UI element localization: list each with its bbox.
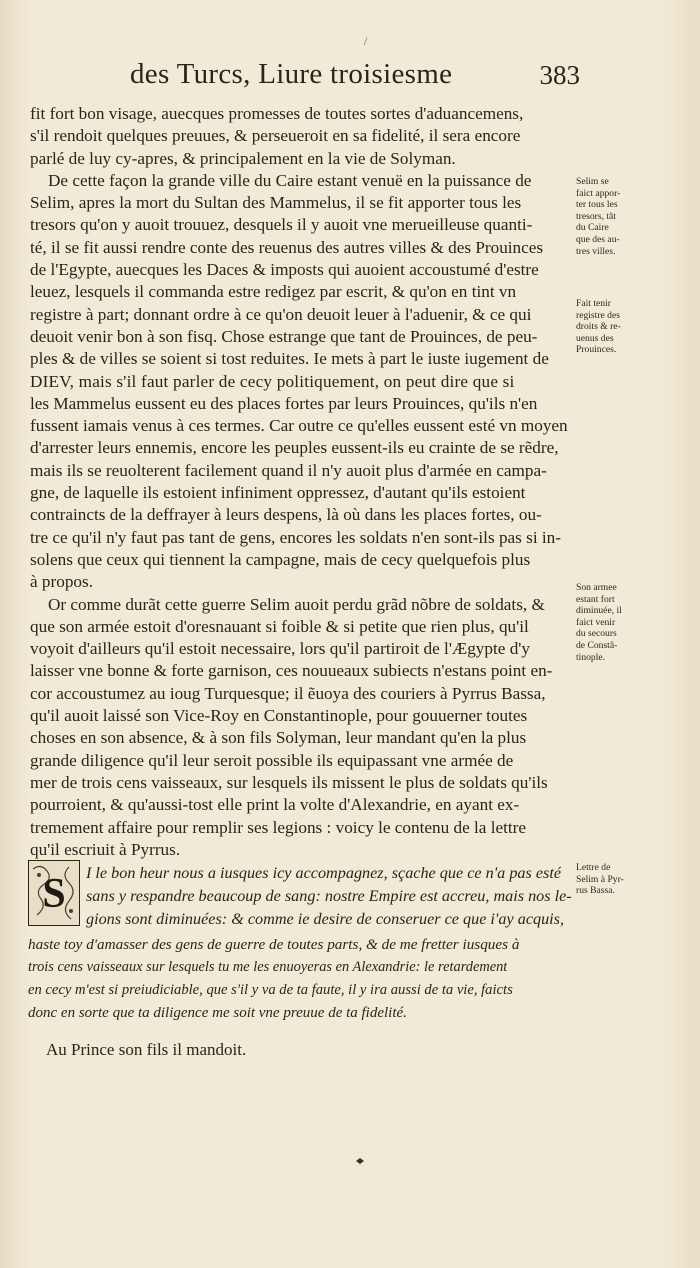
letter-line: donc en sorte que ta diligence me soit vne preuue de ta fidelité. bbox=[28, 1005, 407, 1021]
text-line: de l'Egypte, auecques les Daces & imposts qui auoient accoustumé d'estre bbox=[30, 260, 539, 280]
text-line: tresors qu'on y auoit trouuez, desquels il y auoit vne merueilleuse quanti- bbox=[30, 215, 533, 235]
printer-mark: / bbox=[364, 34, 368, 48]
text-line: leuez, lesquels il commanda estre redigez par escrit, & qu'on en tint vn bbox=[30, 282, 517, 302]
text-line: laisser vne bonne & forte garnison, ces nouueaux subiects n'estans point en- bbox=[30, 661, 553, 681]
text-line: fit fort bon visage, auecques promesses de toutes sortes d'aduancemens, bbox=[30, 104, 524, 123]
note-line: Son armee bbox=[576, 582, 617, 593]
note-line: diminuée, il bbox=[576, 605, 622, 617]
running-title: des Turcs, Liure troisiesme bbox=[130, 58, 453, 90]
text-line: que son armée estoit d'oresnauant si foible & si petite que rien plus, qu'il bbox=[30, 616, 529, 636]
page-number: 383 bbox=[539, 60, 580, 90]
margin-note bbox=[576, 298, 656, 356]
note-line: Prouinces. bbox=[576, 344, 617, 356]
text-line: ples & de villes se soient si tost reduites. Ie mets à part le iuste iugement de bbox=[30, 349, 549, 369]
text-line: solens que ceux qui tiennent la campagne, mais de cecy quelquefois plus bbox=[30, 549, 531, 569]
text-line: mais ils se reuolterent facilement quand il n'y auoit plus d'armée en campa- bbox=[30, 460, 547, 480]
letter-line: haste toy d'amasser des gens de guerre de toutes parts, & de me fretter iusques à bbox=[28, 936, 520, 953]
text-line: parlé de luy cy-apres, & principalement en la vie de Solyman. bbox=[30, 148, 456, 168]
text-line: qu'il auoit laissé son Vice-Roy en Constantinople, pour gouuerner toutes bbox=[30, 706, 528, 726]
note-line: droits & re- bbox=[576, 321, 621, 333]
text-line: cor accoustumez au ioug Turquesque; il ẽuoya des couriers à Pyrrus Bassa, bbox=[30, 683, 546, 703]
note-line: du Caire bbox=[576, 222, 609, 234]
text-line: les Mammelus eussent eu des places fortes par leurs Prouinces, qu'ils n'en bbox=[30, 393, 538, 413]
note-line: faict venir bbox=[576, 616, 616, 628]
note-line: que des au- bbox=[576, 233, 620, 245]
note-line: Lettre de bbox=[576, 862, 611, 873]
note-line: rus Bassa. bbox=[576, 885, 615, 897]
text-line: registre à part; donnant ordre à ce qu'on deuoit leuer à l'aduenir, & ce qui bbox=[30, 304, 532, 324]
letter-line: trois cens vaisseaux sur lesquels tu me les enuoyeras en Alexandrie: le retardement bbox=[28, 959, 508, 975]
ornamental-dropcap bbox=[28, 860, 80, 926]
text-line: grande diligence qu'il leur seroit possible ils equipassant vne armée de bbox=[30, 750, 514, 770]
text-line: Selim, apres la mort du Sultan des Mammelus, il se fit apporter tous les bbox=[30, 193, 522, 213]
note-line: du secours bbox=[576, 628, 617, 640]
note-line: Selim à Pyr- bbox=[576, 873, 624, 885]
closing-line: Au Prince son fils il mandoit. bbox=[46, 1040, 247, 1059]
text-line: té, il se fit aussi rendre conte des reuenus des autres villes & des Prouinces bbox=[30, 237, 544, 257]
text-line: voyoit d'ailleurs qu'il estoit necessaire, lors qu'il partiroit de l'Ægypte d'y bbox=[30, 639, 530, 659]
dropcap-ornament-icon bbox=[29, 861, 79, 925]
note-line: uenus des bbox=[576, 332, 614, 344]
note-line: Selim se bbox=[576, 176, 609, 187]
note-line: ter tous les bbox=[576, 199, 618, 211]
diamond-ornament-icon bbox=[356, 1158, 364, 1164]
text-line: DIEV, mais s'il faut parler de cecy politiquement, on peut dire que si bbox=[30, 371, 515, 391]
margin-note bbox=[576, 862, 656, 897]
margin-note bbox=[576, 582, 656, 663]
text-line: à propos. bbox=[30, 572, 94, 592]
text-line: deuoit venir bon à son fisq. Chose estrange que tant de Prouinces, de peu- bbox=[30, 326, 538, 346]
letter-line: en cecy m'est si preiudiciable, que s'il y va de ta faute, il y ira aussi de ta vie, faicts bbox=[28, 982, 513, 998]
text-line: d'arrester leurs ennemis, encore les peuples eussent-ils eu crainte de se rẽdre, bbox=[30, 438, 559, 458]
letter-line: sans y respandre beaucoup de sang: nostre Empire est accreu, mais nos le- bbox=[86, 887, 572, 905]
main-text bbox=[30, 103, 570, 861]
page-header bbox=[130, 58, 580, 98]
note-line: estant fort bbox=[576, 593, 615, 605]
text-line: tre ce qu'il n'y faut pas tant de gens, encores les soldats n'en sont-ils pas si in- bbox=[30, 527, 561, 547]
text-line: pourroient, & qu'aussi-tost elle print la volte d'Alexandrie, en ayant ex- bbox=[30, 795, 520, 815]
dropcap-letter: S bbox=[42, 871, 66, 917]
text-line: mer de trois cens vaisseaux, sur lesquels ils missent le plus de soldats qu'ils bbox=[30, 772, 548, 792]
text-line: qu'il escriuit à Pyrrus. bbox=[30, 839, 181, 859]
margin-note bbox=[576, 176, 656, 257]
text-line: tremement affaire pour remplir ses legions : voicy le contenu de la lettre bbox=[30, 817, 527, 837]
note-line: registre des bbox=[576, 309, 620, 321]
text-line: gne, de laquelle ils estoient infiniment oppressez, d'autant qu'ils estoient bbox=[30, 483, 526, 503]
text-line: De cette façon la grande ville du Caire estant venuë en la puissance de bbox=[48, 170, 532, 190]
note-line: faict appor- bbox=[576, 187, 621, 199]
text-line: contraincts de la deffrayer à leurs despens, là où dans les places fortes, ou- bbox=[30, 505, 542, 525]
note-line: tresors, tãt bbox=[576, 210, 616, 222]
note-line: de Constã- bbox=[576, 639, 618, 651]
note-line: Fait tenir bbox=[576, 298, 611, 309]
text-line: fussent iamais venus à ces termes. Car outre ce qu'elles eussent esté vn moyen bbox=[30, 416, 568, 436]
text-line: Or comme durãt cette guerre Selim auoit perdu grãd nõbre de soldats, & bbox=[48, 594, 545, 614]
letter-line: gions sont diminuées: & comme ie desire de conseruer ce que i'ay acquis, bbox=[86, 910, 565, 928]
text-line: s'il rendoit quelques preuues, & perseueroit en sa fidelité, il sera encore bbox=[30, 126, 521, 146]
letter-line: I le bon heur nous a iusques icy accompagnez, sçache que ce n'a pas esté bbox=[86, 864, 562, 882]
text-line: choses en son absence, & à son fils Solyman, leur mandant qu'en la plus bbox=[30, 728, 527, 748]
note-line: tres villes. bbox=[576, 245, 616, 257]
note-line: tinople. bbox=[576, 651, 606, 663]
